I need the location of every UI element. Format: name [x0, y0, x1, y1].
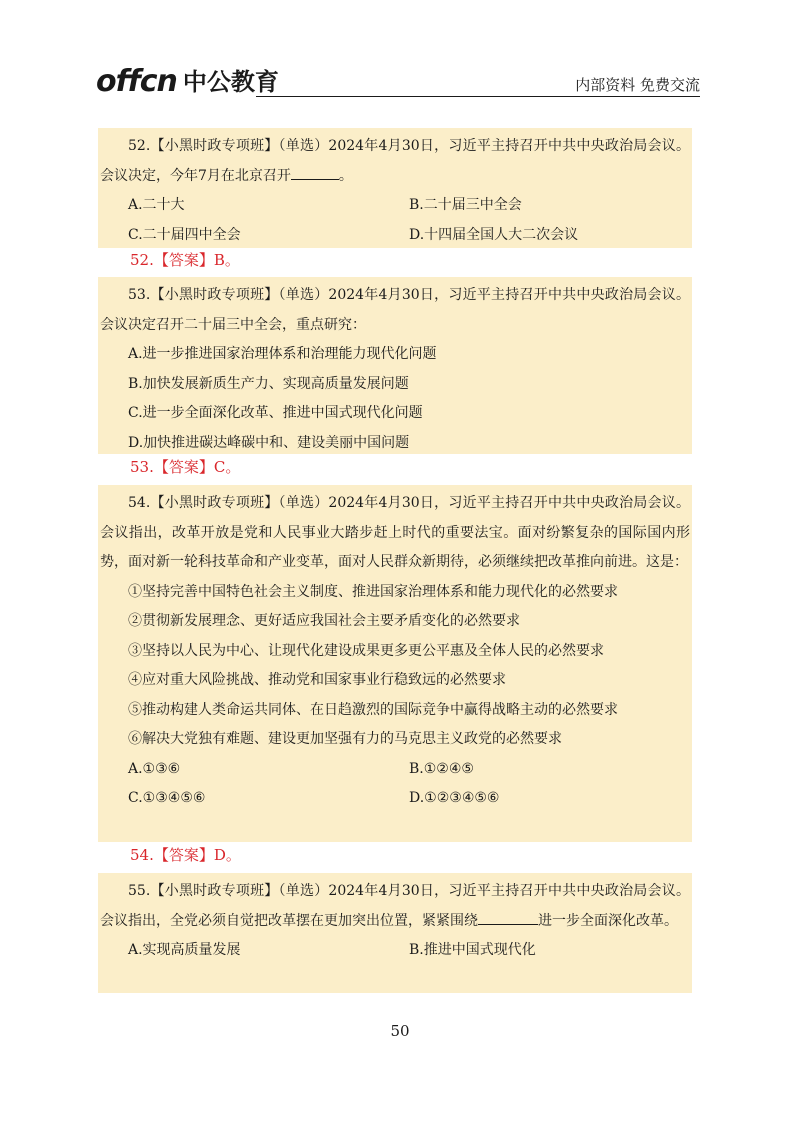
- options-row: [100, 221, 690, 251]
- statement-4: ④应对重大风险挑战、推动党和国家事业行稳致远的必然要求: [128, 672, 506, 688]
- question-55: [98, 873, 692, 993]
- option-a: A.实现高质量发展: [128, 942, 241, 958]
- offcn-logo: [96, 60, 279, 100]
- statement-1: ①坚持完善中国特色社会主义制度、推进国家治理体系和能力现代化的必然要求: [128, 583, 618, 600]
- option-d: D.十四届全国人大二次会议: [409, 226, 579, 243]
- options-row: [100, 936, 690, 966]
- option-a: A.①③⑥: [128, 760, 181, 777]
- question-54: [98, 485, 692, 842]
- option-b: B.①②④⑤: [409, 760, 474, 777]
- option-b: B.加快发展新质生产力、实现高质量发展问题: [128, 375, 409, 392]
- answer-blank: [291, 165, 339, 180]
- question-53: [98, 277, 692, 454]
- answer-52: 52.【答案】B。: [130, 251, 240, 269]
- statement-3: ③坚持以人民为中心、让现代化建设成果更多更公平惠及全体人民的必然要求: [128, 642, 604, 659]
- statement-2: ②贯彻新发展理念、更好适应我国社会主要矛盾变化的必然要求: [128, 613, 520, 629]
- statement-6: ⑥解决大党独有难题、建设更加坚强有力的马克思主义政党的必然要求: [128, 731, 562, 747]
- logo-text-en: offcn: [96, 64, 177, 99]
- option-a: A.二十大: [128, 197, 185, 213]
- option-c: C.①③④⑤⑥: [128, 790, 206, 806]
- question-stem: 55.【小黑时政专项班】（单选）2024年4月30日，习近平主持召开中共中央政治局会议。会议指出，全党必须自觉把改革摆在更加突出位置，紧紧围绕 进一步全面深化改革。: [100, 883, 690, 929]
- option-b: B.二十届三中全会: [409, 197, 522, 213]
- options-row: [100, 784, 690, 814]
- option-a: A.进一步推进国家治理体系和治理能力现代化问题: [128, 346, 437, 362]
- header-note: 内部资料 免费交流: [575, 76, 700, 94]
- option-c: C.二十届四中全会: [128, 226, 241, 243]
- options-row: [100, 191, 690, 221]
- option-c: C.进一步全面深化改革、推进中国式现代化问题: [128, 405, 423, 421]
- option-d: D.①②③④⑤⑥: [409, 790, 500, 806]
- statement-5: ⑤推动构建人类命运共同体、在日趋激烈的国际竞争中赢得战略主动的必然要求: [128, 701, 618, 718]
- answer-53: 53.【答案】C。: [130, 458, 241, 476]
- page-number: 50: [390, 1022, 410, 1040]
- question-stem: 53.【小黑时政专项班】（单选）2024年4月30日，习近平主持召开中共中央政治局会议。会议决定召开二十届三中全会，重点研究：: [100, 287, 690, 333]
- answer-blank: [478, 910, 538, 925]
- options-row: [100, 755, 690, 785]
- answer-54: 54.【答案】D。: [130, 846, 241, 864]
- option-d: D.加快推进碳达峰碳中和、建设美丽中国问题: [128, 434, 410, 451]
- question-52: [98, 128, 692, 248]
- question-stem: 52.【小黑时政专项班】（单选）2024年4月30日，习近平主持召开中共中央政治局会议。会议决定，今年7月在北京召开 。: [100, 138, 690, 184]
- header-divider: [256, 96, 700, 97]
- question-stem: 54.【小黑时政专项班】（单选）2024年4月30日，习近平主持召开中共中央政治局会议。会议指出，改革开放是党和人民事业大踏步赶上时代的重要法宝。面对纷繁复杂的国际国内形势，面对新一轮科技革命和产业变革，面对人民群众新期待，必须继续把改革推向前进。这是：: [100, 495, 690, 570]
- logo-text-cn: 中公教育: [182, 68, 279, 96]
- page-header: [96, 60, 700, 102]
- option-b: B.推进中国式现代化: [409, 942, 536, 958]
